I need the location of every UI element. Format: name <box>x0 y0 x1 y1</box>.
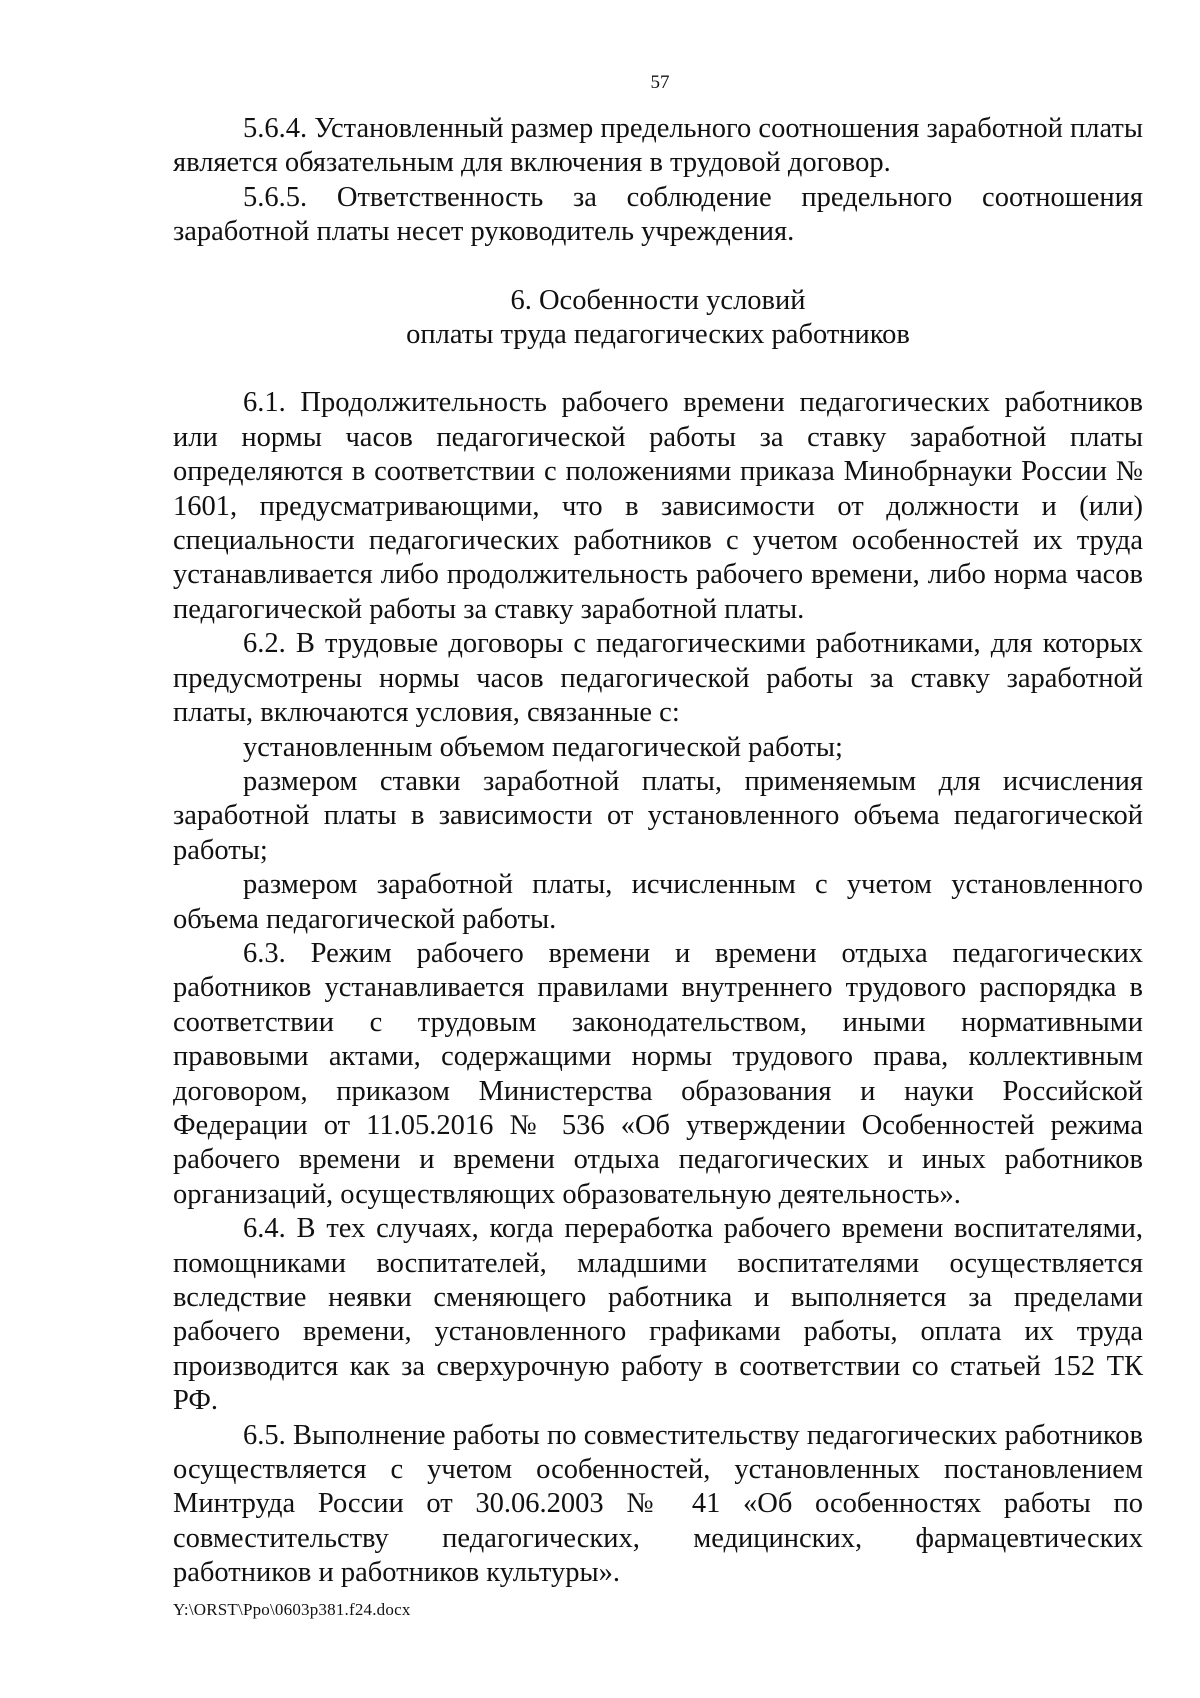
paragraph-6-5: 6.5. Выполнение работы по совместительству педагогических работников осуществляется с учетом особенностей, установленных постановлением Минтруда России от 30.06.2003 № 41 «Об особенностях работы по совместительству педагогических, медицинских, фармацевтических работников и работников культуры». <box>173 1419 1143 1589</box>
document-body <box>173 112 1143 1591</box>
paragraph-6-1: 6.1. Продолжительность рабочего времени педагогических работников или нормы часов педагогической работы за ставку заработной платы определяются в соответствии с положениями приказа Минобрнауки России № 1601, предусматривающими, что в зависимости от должности и (или) специальности педагогических работников с учетом особенностей их труда устанавливается либо продолжительность рабочего времени, либо норма часов педагогической работы за ставку заработной платы. <box>173 387 1143 625</box>
list-item-salary: размером заработной платы, исчисленным с учетом установленного объема педагогической работы. <box>173 869 1143 935</box>
footer-file-path: Y:\ORST\Ppo\0603p381.f24.docx <box>173 1600 411 1619</box>
paragraph-5-6-4: 5.6.4. Установленный размер предельного соотношения заработной платы является обязательным для включения в трудовой договор. <box>173 113 1143 179</box>
page-number: 57 <box>650 72 670 93</box>
paragraph-5-6-5: 5.6.5. Ответственность за соблюдение предельного соотношения заработной платы несет руководитель учреждения. <box>173 181 1143 248</box>
section-heading-line-2: оплаты труда педагогических работников <box>406 319 910 351</box>
paragraph-6-3: 6.3. Режим рабочего времени и времени отдыха педагогических работников устанавливается правилами внутреннего трудового распорядка в соответствии с трудовым законодательством, иными нормативными правовыми актами, содержащими нормы трудового права, коллективным договором, приказом Министерства образования и науки Российской Федерации от 11.05.2016 № 536 «Об утверждении Особенностей режима рабочего времени и времени отдыха педагогических и иных работников организаций, осуществляющих образовательную деятельность». <box>173 937 1143 1210</box>
paragraph-6-2: 6.2. В трудовые договоры с педагогическими работниками, для которых предусмотрены нормы часов педагогической работы за ставку заработной платы, включаются условия, связанные с: <box>173 628 1143 729</box>
list-item-workload: установленным объемом педагогической работы; <box>243 731 843 763</box>
paragraph-6-4: 6.4. В тех случаях, когда переработка рабочего времени воспитателями, помощниками воспитателей, младшими воспитателями осуществляется вследствие неявки сменяющего работника и выполняется за пределами рабочего времени, установленного графиками работы, оплата их труда производится как за сверхурочную работу в соответствии со статьей 152 ТК РФ. <box>173 1213 1143 1417</box>
list-item-rate: размером ставки заработной платы, применяемым для исчисления заработной платы в зависимости от установленного объема педагогической работы; <box>173 765 1143 866</box>
section-heading-line-1: 6. Особенности условий <box>510 284 806 316</box>
